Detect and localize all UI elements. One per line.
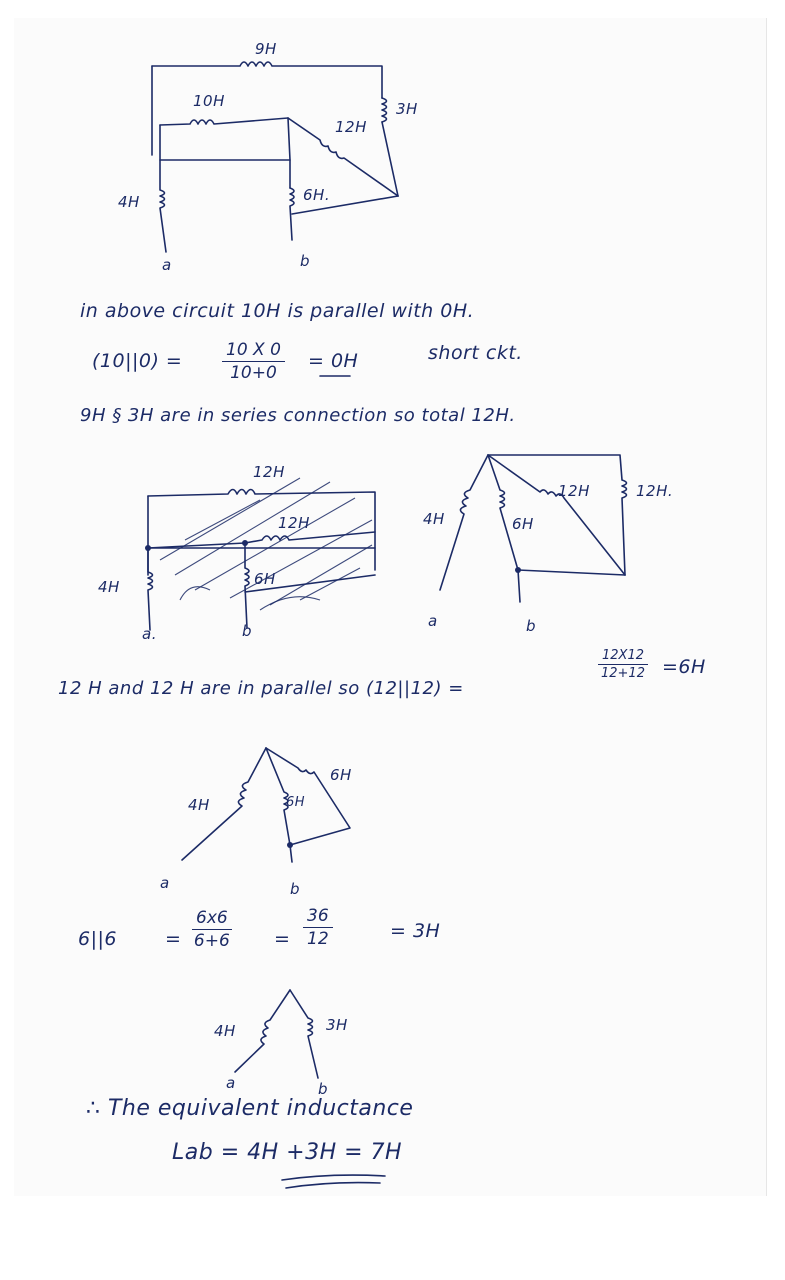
- parallel-12-text: 12 H and 12 H are in parallel so (12||12) =: [58, 678, 464, 699]
- parallel-6-denominator-1: 6+6: [193, 931, 230, 951]
- circuit5-terminal-b: b: [318, 1080, 329, 1098]
- parallel-12-result: =6H: [662, 656, 706, 678]
- circuit1-terminal-a: a: [162, 256, 172, 274]
- equation-1-note: short ckt.: [428, 342, 523, 364]
- circuit-1-diagram: [152, 62, 398, 252]
- equation-1-right: = 0H: [308, 350, 359, 372]
- parallel-6-result: = 3H: [390, 920, 441, 942]
- circuit2-terminal-a: a.: [142, 625, 157, 643]
- circuit1-label-9h: 9H: [255, 40, 277, 58]
- circuit3-label-6h: 6H: [512, 515, 534, 533]
- circuit5-label-3h: 3H: [326, 1016, 348, 1034]
- equation-1-fraction: [222, 340, 285, 383]
- circuit5-terminal-a: a: [226, 1074, 236, 1092]
- parallel-12-fraction: [598, 648, 648, 681]
- circuit1-label-6h: 6H.: [303, 186, 331, 204]
- parallel-6-fraction-2: [303, 906, 333, 949]
- equation-1-left: (10||0) =: [92, 350, 183, 372]
- circuit5-label-4h: 4H: [214, 1022, 236, 1040]
- circuit1-terminal-b: b: [300, 252, 311, 270]
- circuit3-label-12h-side: 12H.: [636, 482, 674, 500]
- circuit4-label-4h: 4H: [188, 796, 210, 814]
- circuit4-terminal-a: a: [160, 874, 170, 892]
- circuit3-label-4h: 4H: [423, 510, 445, 528]
- circuit4-terminal-b: b: [290, 880, 301, 898]
- equation-1-denominator: 10+0: [230, 363, 277, 383]
- circuit2-label-4h: 4H: [98, 578, 120, 596]
- circuit-2-diagram: [145, 478, 375, 630]
- parallel-6-equals-1: =: [165, 928, 182, 950]
- circuit3-terminal-b: b: [526, 617, 537, 635]
- circuit3-label-12h-diagonal: 12H: [558, 482, 590, 500]
- conclusion-answer: Lab = 4H +3H = 7H: [172, 1140, 403, 1165]
- parallel-6-numerator-1: 6x6: [192, 908, 232, 930]
- equation-1-numerator: 10 X 0: [222, 340, 285, 362]
- circuit1-label-4h: 4H: [118, 193, 140, 211]
- circuit1-label-3h: 3H: [396, 100, 418, 118]
- answer-underline-2: [286, 1183, 380, 1188]
- circuit1-label-12h: 12H: [335, 118, 367, 136]
- circuit4-label-6h-center: 6H: [286, 795, 306, 810]
- parallel-6-fraction-1: [192, 908, 232, 951]
- answer-underline: [282, 1175, 385, 1180]
- circuit2-terminal-b: b: [242, 622, 253, 640]
- parallel-6-left: 6||6: [78, 928, 117, 950]
- circuit2-label-6h: 6H: [254, 570, 276, 588]
- circuit2-label-12h-top: 12H: [253, 463, 285, 481]
- note-line-1: in above circuit 10H is parallel with 0H.: [80, 300, 475, 322]
- circuit4-label-6h-right: 6H: [330, 766, 352, 784]
- parallel-12-numerator: 12X12: [598, 648, 648, 665]
- parallel-6-equals-2: =: [274, 928, 291, 950]
- circuit2-label-12h-mid: 12H: [278, 514, 310, 532]
- circuit1-label-10h: 10H: [193, 92, 225, 110]
- conclusion-line-1: ∴ The equivalent inductance: [86, 1096, 414, 1121]
- parallel-6-numerator-2: 36: [303, 906, 333, 928]
- note-line-3: 9H § 3H are in series connection so total 12H.: [80, 405, 516, 426]
- circuit-5-diagram: [235, 990, 318, 1078]
- parallel-12-denominator: 12+12: [601, 666, 645, 681]
- parallel-6-denominator-2: 12: [307, 929, 329, 949]
- circuit3-terminal-a: a: [428, 612, 438, 630]
